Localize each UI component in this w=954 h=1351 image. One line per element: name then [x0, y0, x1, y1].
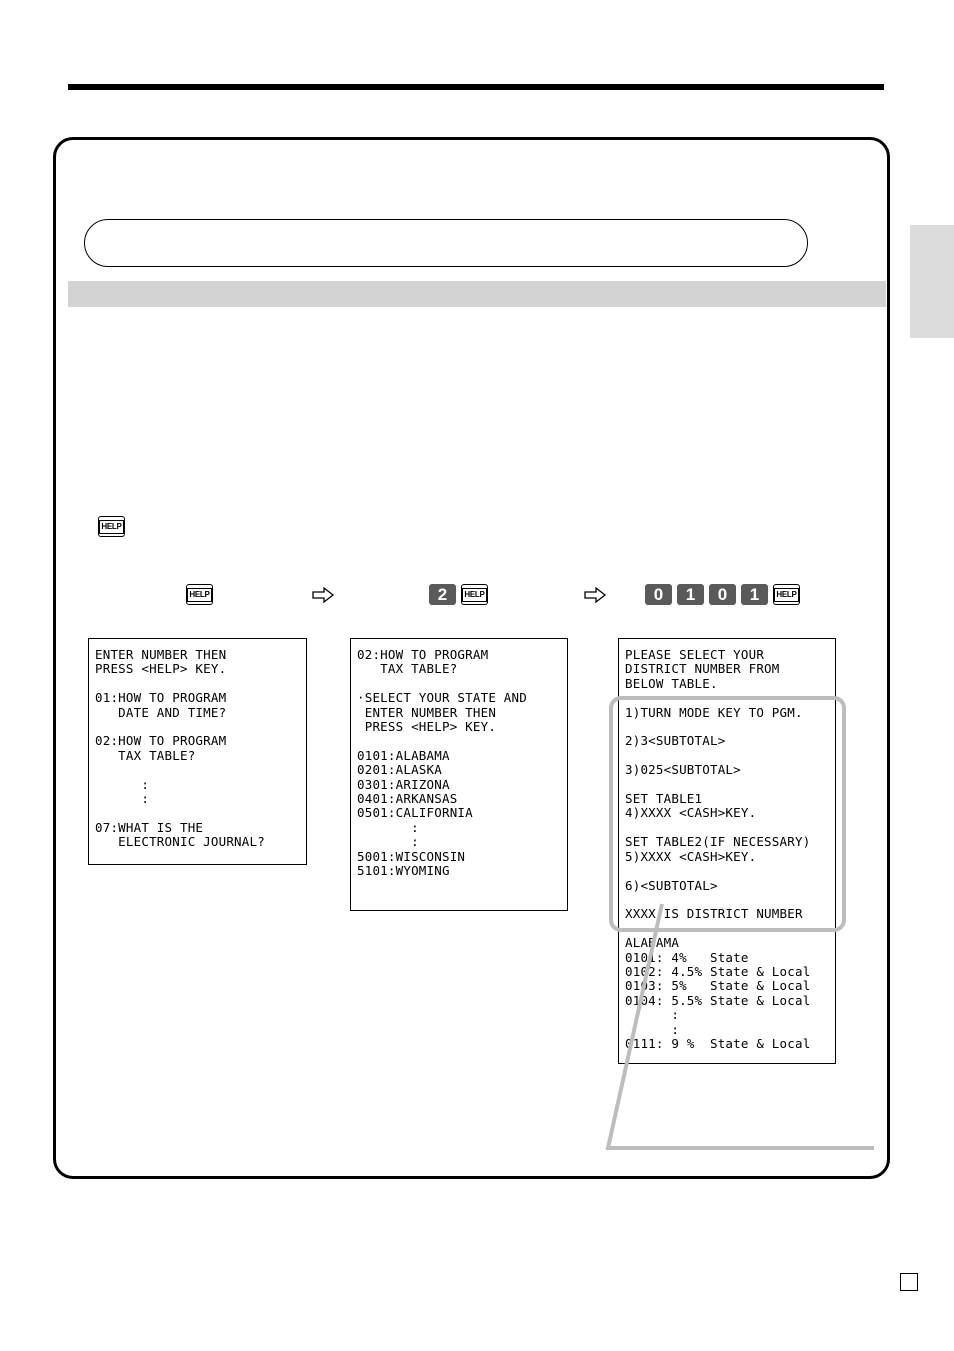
screen-line: 02:HOW TO PROGRAM: [357, 647, 489, 662]
side-tab: [910, 225, 954, 338]
screen-line: :: [625, 1007, 680, 1023]
key-2: 2: [429, 584, 456, 605]
screen-line: 0103: 5% State & Local: [625, 978, 811, 994]
screen-line: ENTER NUMBER THEN: [95, 647, 227, 662]
help-key-icon: HELP: [186, 584, 213, 605]
screen-line: 0201:ALASKA: [357, 762, 442, 778]
screen-line: 0101: 4% State: [625, 949, 749, 965]
arrow-right-icon: [584, 587, 606, 603]
screen-line: 0102: 4.5% State & Local: [625, 963, 811, 979]
key-1: 1: [677, 584, 704, 605]
screen-text: [357, 648, 527, 879]
help-key-icon: HELP: [98, 516, 125, 537]
screen-line: 0111: 9 % State & Local: [625, 1035, 811, 1051]
screen-line: 1)TURN MODE KEY TO PGM.: [625, 704, 803, 720]
screen-line: DATE AND TIME?: [95, 704, 227, 720]
screen-line: ALABAMA: [625, 935, 680, 951]
screen-line: :: [357, 834, 419, 850]
top-rule: [68, 84, 884, 90]
key-0: 0: [709, 584, 736, 605]
screen-line: :: [95, 791, 150, 807]
screen-line: DISTRICT NUMBER FROM: [625, 661, 780, 677]
screen-line: SET TABLE2(IF NECESSARY): [625, 834, 811, 850]
screen-line: 6)<SUBTOTAL>: [625, 877, 718, 893]
key-1: 1: [741, 584, 768, 605]
title-pill: [84, 219, 808, 267]
help-screen-menu: [88, 638, 307, 865]
screen-line: TAX TABLE?: [95, 747, 196, 763]
screen-line: ELECTRONIC JOURNAL?: [95, 834, 265, 850]
screen-line: TAX TABLE?: [357, 661, 458, 677]
screen-line: 0101:ALABAMA: [357, 747, 450, 763]
screen-line: ENTER NUMBER THEN: [357, 704, 497, 720]
screen-text: [95, 648, 265, 850]
screen-line: XXXX IS DISTRICT NUMBER: [625, 906, 803, 922]
screen-line: :: [625, 1021, 680, 1037]
screen-line: BELOW TABLE.: [625, 675, 718, 691]
screen-line: 02:HOW TO PROGRAM: [95, 733, 227, 749]
help-key-icon: HELP: [773, 584, 800, 605]
screen-line: PRESS <HELP> KEY.: [357, 719, 497, 735]
screen-line: 2)3<SUBTOTAL>: [625, 733, 726, 749]
screen-line: 01:HOW TO PROGRAM: [95, 690, 227, 706]
screen-line: ·SELECT YOUR STATE AND: [357, 690, 527, 706]
arrow-right-icon: [312, 587, 334, 603]
page-marker-box: [900, 1273, 918, 1291]
screen-line: 4)XXXX <CASH>KEY.: [625, 805, 757, 821]
screen-line: PRESS <HELP> KEY.: [95, 661, 227, 677]
help-key-icon: HELP: [461, 584, 488, 605]
section-band: [68, 281, 886, 307]
screen-line: :: [95, 776, 150, 792]
screen-line: 5001:WISCONSIN: [357, 848, 466, 864]
screen-line: 3)025<SUBTOTAL>: [625, 762, 741, 778]
screen-line: SET TABLE1: [625, 791, 703, 807]
screen-line: 07:WHAT IS THE: [95, 819, 204, 835]
screen-line: PLEASE SELECT YOUR: [625, 647, 765, 662]
screen-line: 5)XXXX <CASH>KEY.: [625, 848, 757, 864]
screen-line: :: [357, 819, 419, 835]
screen-line: 0104: 5.5% State & Local: [625, 992, 811, 1008]
key-0: 0: [645, 584, 672, 605]
screen-line: 0401:ARKANSAS: [357, 791, 458, 807]
screen-line: 5101:WYOMING: [357, 863, 450, 879]
screen-line: 0501:CALIFORNIA: [357, 805, 473, 821]
help-screen-state-list: [350, 638, 568, 911]
screen-line: 0301:ARIZONA: [357, 776, 450, 792]
procedure-highlight: [609, 696, 846, 932]
